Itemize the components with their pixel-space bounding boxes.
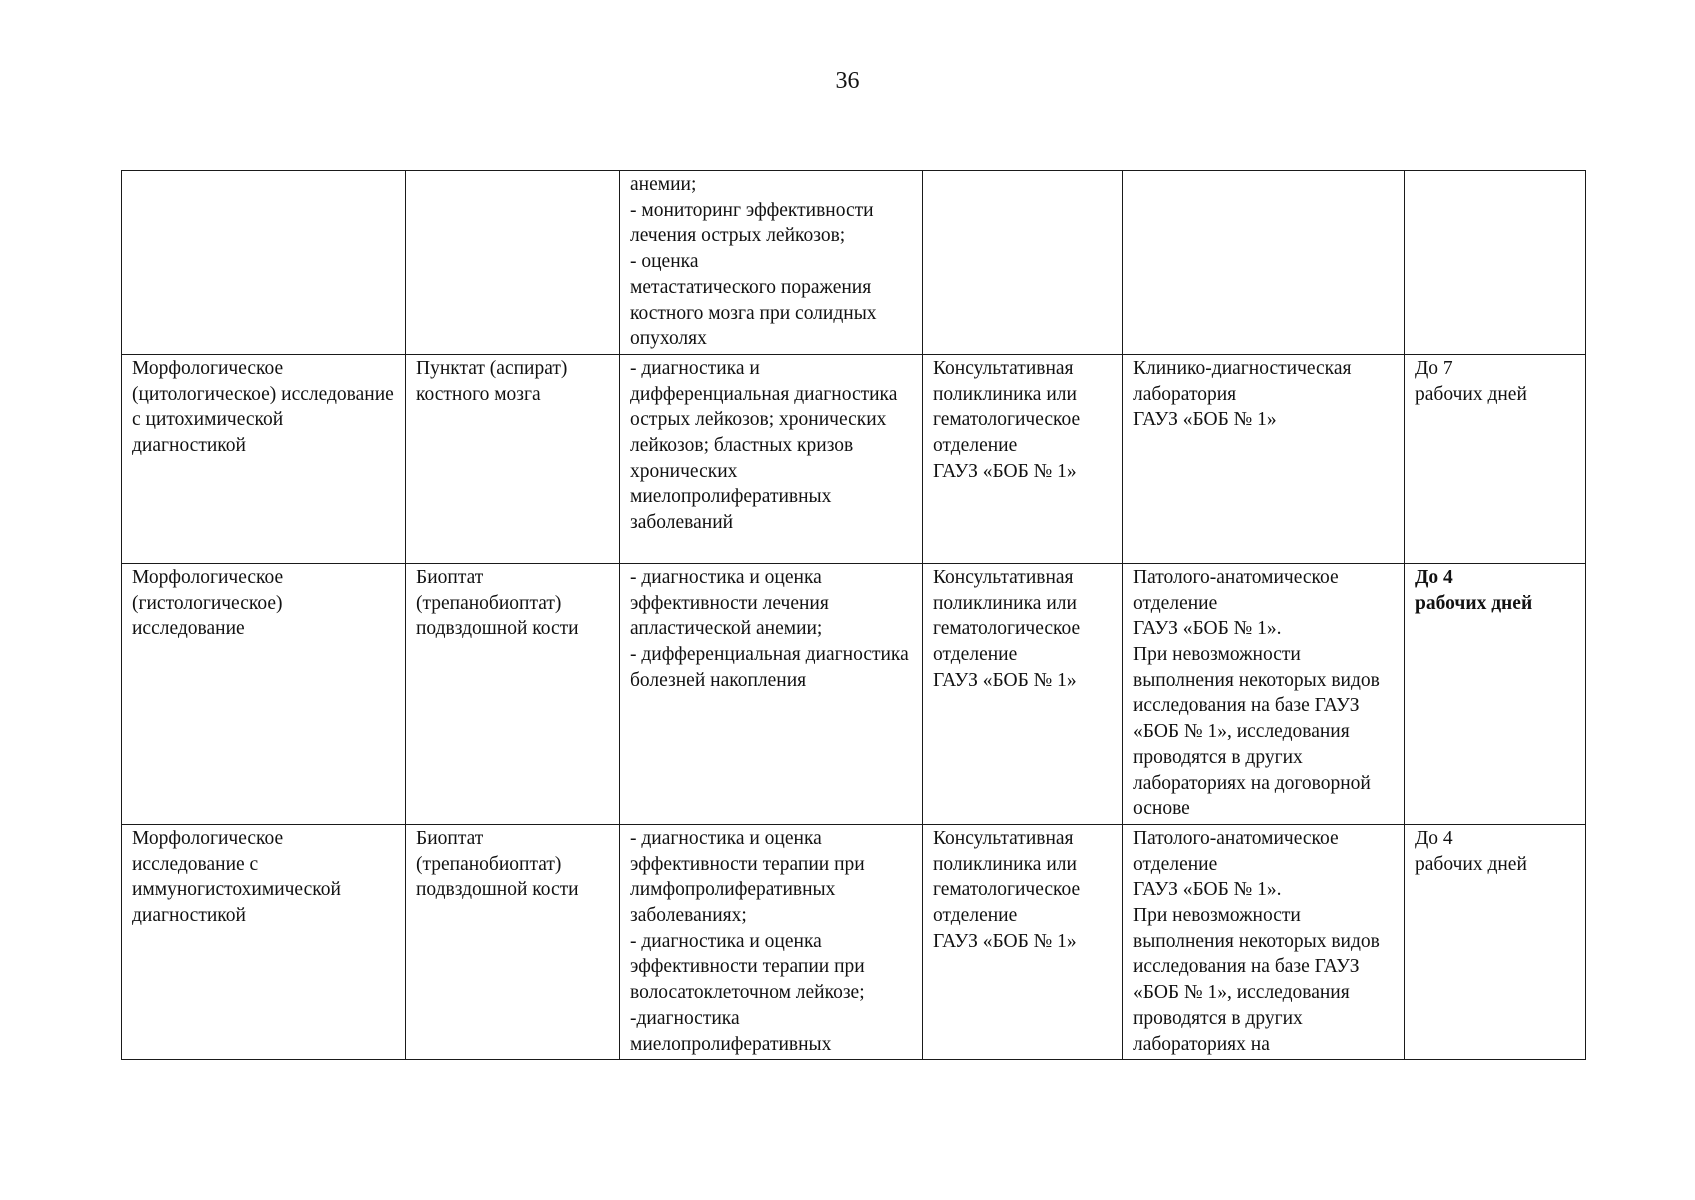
purpose-cell: анемии; - мониторинг эффективности лечения острых лейкозов; - оценка метастатического поражения костного мозга при солидных опухолях [620, 171, 923, 355]
term-cell [1405, 171, 1586, 355]
material-cell: Биоптат (трепанобиоптат) подвздошной кости [406, 563, 620, 824]
table-row [122, 563, 1586, 824]
table-row [122, 824, 1586, 1059]
term-cell: До 7 рабочих дней [1405, 354, 1586, 563]
research-name-cell: Морфологическое исследование с иммуногистохимической диагностикой [122, 824, 406, 1059]
table-row [122, 171, 1586, 355]
laboratory-cell: Патолого-анатомическое отделение ГАУЗ «БОБ № 1». При невозможности выполнения некоторых видов исследования на базе ГАУЗ «БОБ № 1», исследования проводятся в других лабораториях на договорной основе [1123, 563, 1405, 824]
referral-cell: Консультативная поликлиника или гематологическое отделение ГАУЗ «БОБ № 1» [923, 563, 1123, 824]
research-name-cell: Морфологическое (цитологическое) исследование с цитохимической диагностикой [122, 354, 406, 563]
purpose-cell: - диагностика и дифференциальная диагностика острых лейкозов; хронических лейкозов; бластных кризов хронических миелопролиферативных заболеваний [620, 354, 923, 563]
term-cell: До 4 рабочих дней [1405, 563, 1586, 824]
referral-cell [923, 171, 1123, 355]
material-cell [406, 171, 620, 355]
purpose-cell: - диагностика и оценка эффективности терапии при лимфопролиферативных заболеваниях; - диагностика и оценка эффективности терапии при волосатоклеточном лейкозе; -диагностика миелопролиферативных [620, 824, 923, 1059]
laboratory-cell [1123, 171, 1405, 355]
table-row [122, 354, 1586, 563]
research-name-cell [122, 171, 406, 355]
referral-cell: Консультативная поликлиника или гематологическое отделение ГАУЗ «БОБ № 1» [923, 824, 1123, 1059]
research-table [121, 170, 1586, 1060]
referral-cell: Консультативная поликлиника или гематологическое отделение ГАУЗ «БОБ № 1» [923, 354, 1123, 563]
laboratory-cell: Клинико-диагностическая лаборатория ГАУЗ «БОБ № 1» [1123, 354, 1405, 563]
term-cell: До 4 рабочих дней [1405, 824, 1586, 1059]
research-name-cell: Морфологическое (гистологическое) исследование [122, 563, 406, 824]
purpose-cell: - диагностика и оценка эффективности лечения апластической анемии; - дифференциальная диагностика болезней накопления [620, 563, 923, 824]
material-cell: Биоптат (трепанобиоптат) подвздошной кости [406, 824, 620, 1059]
material-cell: Пунктат (аспират) костного мозга [406, 354, 620, 563]
laboratory-cell: Патолого-анатомическое отделение ГАУЗ «БОБ № 1». При невозможности выполнения некоторых видов исследования на базе ГАУЗ «БОБ № 1», исследования проводятся в других лабораториях на [1123, 824, 1405, 1059]
page-number: 36 [835, 68, 860, 94]
